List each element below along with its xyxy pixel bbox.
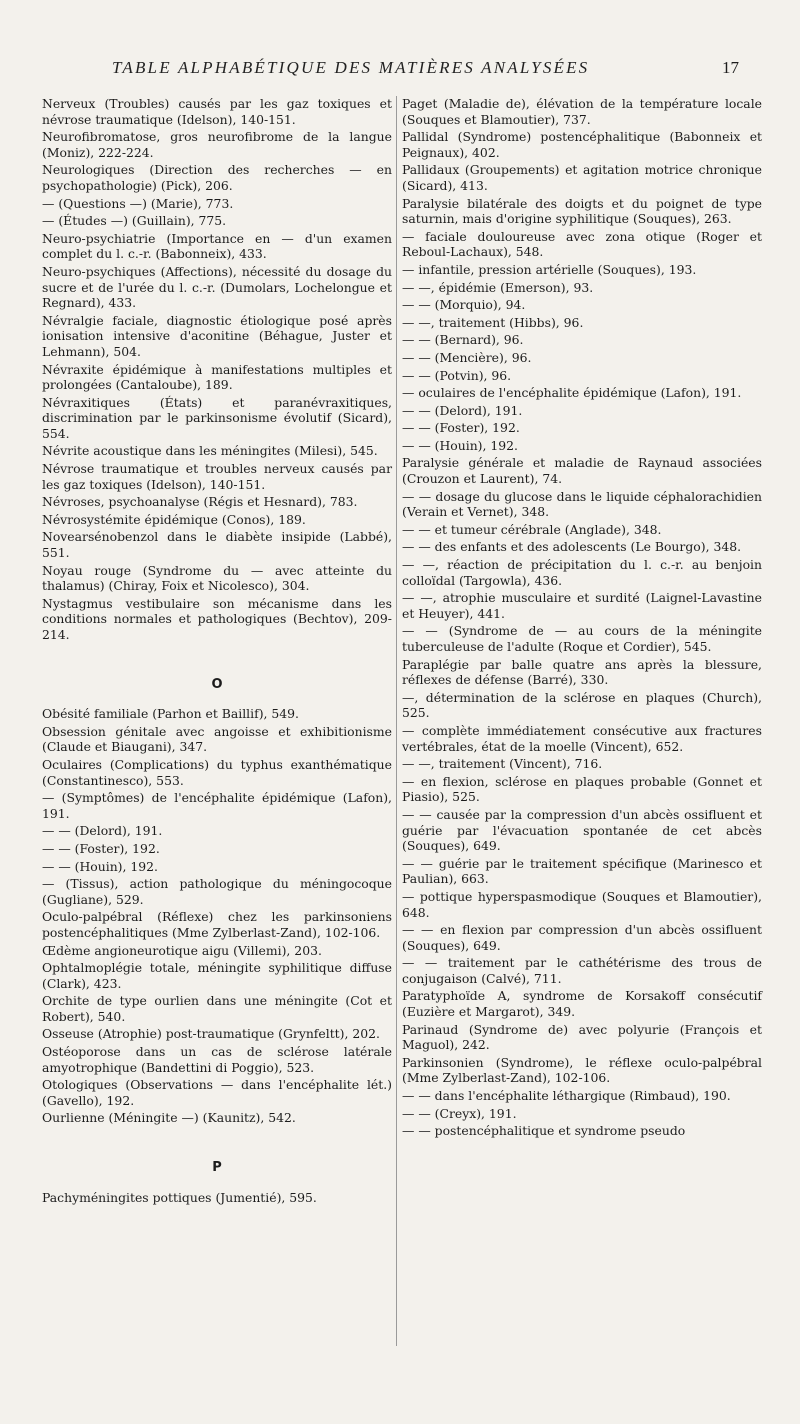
index-entry: — — et tumeur cérébrale (Anglade), 348. xyxy=(402,521,662,537)
index-entry: Névroses, psychoanalyse (Régis et Hesnard), 783. xyxy=(42,494,358,510)
index-entry: Névraxitiques (États) et paranévraxitiques, discrimination par le parkinsonisme évolutif (Sicard), 554. xyxy=(42,394,392,441)
index-entry: Nystagmus vestibulaire son mécanisme dans les conditions normales et pathologiques (Bechtov), 209-214. xyxy=(42,595,392,642)
index-entry: — — (Foster), 192. xyxy=(42,840,160,856)
index-entry: — (Études —) (Guillain), 775. xyxy=(42,213,227,229)
section-letter-o: O xyxy=(211,676,223,692)
index-entry: — — en flexion par compression d'un abcès ossifluent (Souques), 649. xyxy=(402,922,762,953)
index-entry: — faciale douloureuse avec zona otique (Roger et Reboul-Lachaux), 548. xyxy=(402,228,762,260)
index-entry: — complète immédiatement consécutive aux fractures vertébrales, état de la moelle (Vincent), 652. xyxy=(402,722,762,754)
index-entry: Noyau rouge (Syndrome du — avec atteinte du thalamus) (Chiray, Foix et Nicolesco), 304. xyxy=(42,562,392,594)
index-entry: Paratyphoïde A, syndrome de Korsakoff consécutif (Euzière et Margarot), 349. xyxy=(402,988,762,1020)
index-entry: Osseuse (Atrophie) post-traumatique (Grynfeltt), 202. xyxy=(42,1026,380,1042)
index-entry: — —, réaction de précipitation du l. c.-r. au benjoin colloïdal (Targowla), 436. xyxy=(402,557,762,588)
index-entry: Pallidaux (Groupements) et agitation motrice chronique (Sicard), 413. xyxy=(402,162,762,193)
index-entry: — — (Mencière), 96. xyxy=(402,349,532,365)
index-entry: Parkinsonien (Syndrome), le réflexe oculo-palpébral (Mme Zylberlast-Zand), 102-106. xyxy=(402,1054,762,1086)
index-entry: Orchite de type ourlien dans une méningite (Cot et Robert), 540. xyxy=(42,993,392,1024)
index-entry: Paget (Maladie de), élévation de la température locale (Souques et Blamoutier), 737. xyxy=(402,96,762,127)
index-entry: — en flexion, sclérose en plaques probable (Gonnet et Piasio), 525. xyxy=(402,773,762,805)
left-column xyxy=(42,96,392,1207)
index-entry: Névrose traumatique et troubles nerveux causés par les gaz toxiques (Idelson), 140-151. xyxy=(42,461,392,492)
index-entry: — infantile, pression artérielle (Souques), 193. xyxy=(402,261,697,277)
index-entry: — pottique hyperspasmodique (Souques et Blamoutier), 648. xyxy=(402,888,762,920)
index-entry: Névrite acoustique dans les méningites (Milesi), 545. xyxy=(42,443,378,459)
index-entry: — —, traitement (Hibbs), 96. xyxy=(402,314,584,330)
index-entry: — — (Delord), 191. xyxy=(402,402,523,418)
index-entry: Otologiques (Observations — dans l'encéphalite lét.) (Gavello), 192. xyxy=(42,1077,392,1108)
index-entry: — oculaires de l'encéphalite épidémique (Lafon), 191. xyxy=(402,385,742,401)
index-entry: — — (Creyx), 191. xyxy=(402,1105,517,1121)
index-entry: — — (Delord), 191. xyxy=(42,823,163,839)
index-entry: Oculaires (Complications) du typhus exanthématique (Constantinesco), 553. xyxy=(42,756,392,788)
index-entry: — — (Bernard), 96. xyxy=(402,332,524,348)
index-entry: — — guérie par le traitement spécifique (Marinesco et Paulian), 663. xyxy=(402,855,762,887)
index-entry: Neuro-psychiatrie (Importance en — d'un examen complet du l. c.-r. (Babonneix), 433. xyxy=(42,230,392,262)
index-entry: — (Tissus), action pathologique du méningocoque (Gugliane), 529. xyxy=(42,876,392,907)
index-entry: Parinaud (Syndrome de) avec polyurie (François et Maguol), 242. xyxy=(402,1021,762,1053)
index-entry: — — dosage du glucose dans le liquide céphalorachidien (Verain et Vernet), 348. xyxy=(402,488,762,520)
index-entry: —, détermination de la sclérose en plaques (Church), 525. xyxy=(402,689,762,721)
index-entry: — —, traitement (Vincent), 716. xyxy=(402,756,603,772)
index-entry: — — (Houin), 192. xyxy=(402,437,518,453)
index-entry: — — (Houin), 192. xyxy=(42,858,158,874)
index-entry: Ophtalmoplégie totale, méningite syphilitique diffuse (Clark), 423. xyxy=(42,960,392,991)
index-entry: Nerveux (Troubles) causés par les gaz toxiques et névrose traumatique (Idelson), 140-151. xyxy=(42,96,392,127)
page-number: 17 xyxy=(722,58,739,77)
index-entry: Paralysie générale et maladie de Raynaud associées (Crouzon et Laurent), 74. xyxy=(402,455,762,487)
index-entry: Œdème angioneurotique aigu (Villemi), 203. xyxy=(42,942,322,958)
index-entry: — — postencéphalitique et syndrome pseudo xyxy=(402,1123,686,1139)
index-entry: Névrosystémite épidémique (Conos), 189. xyxy=(42,511,306,527)
index-entry: — — (Foster), 192. xyxy=(402,420,520,436)
index-entry: — — des enfants et des adolescents (Le Bourgo), 348. xyxy=(402,539,742,555)
index-entry: Paralysie bilatérale des doigts et du poignet de type saturnin, mais d'origine syphilitique (Souques), 263. xyxy=(402,195,762,227)
index-entry: Pallidal (Syndrome) postencéphalitique (Babonneix et Peignaux), 402. xyxy=(402,129,762,160)
index-entry: — — causée par la compression d'un abcès ossifluent et guérie par l'évacuation spontanée de cet abcès (Souques), 649. xyxy=(402,806,762,854)
index-entry: Pachyméningites pottiques (Jumentié), 595. xyxy=(42,1189,317,1205)
index-entry: Oculo-palpébral (Réflexe) chez les parkinsoniens postencéphalitiques (Mme Zylberlast-Zand), 102-106. xyxy=(42,909,392,940)
index-entry: — (Questions —) (Marie), 773. xyxy=(42,195,234,211)
index-entry: Neuro-psychiques (Affections), nécessité du dosage du sucre et de l'urée du l. c.-r. (Dumolars, Lochelongue et Regnard), 433. xyxy=(42,263,392,311)
index-entry: — —, atrophie musculaire et surdité (Laignel-Lavastine et Heuyer), 441. xyxy=(402,590,762,621)
index-entry: Névraxite épidémique à manifestations multiples et prolongées (Cantaloube), 189. xyxy=(42,361,392,393)
index-entry: Obésité familiale (Parhon et Baillif), 549. xyxy=(42,706,299,722)
index-entry: Ourlienne (Méningite —) (Kaunitz), 542. xyxy=(42,1110,296,1126)
index-entry: — — dans l'encéphalite léthargique (Rimbaud), 190. xyxy=(402,1088,731,1104)
page-title: TABLE ALPHABÉTIQUE DES MATIÈRES ANALYSÉES xyxy=(112,58,590,77)
index-entry: Névralgie faciale, diagnostic étiologique posé après ionisation intensive d'aconitine (Béhague, Juster et Lehmann), 504. xyxy=(42,312,392,359)
index-entry: — —, épidémie (Emerson), 93. xyxy=(402,279,594,295)
index-entry: Ostéoporose dans un cas de sclérose latérale amyotrophique (Bandettini di Poggio), 523. xyxy=(42,1044,392,1075)
right-column xyxy=(402,96,762,1141)
index-entry: — — (Syndrome de — au cours de la méningite tuberculeuse de l'adulte (Roque et Cordier), 545. xyxy=(402,623,762,654)
section-letter-p: P xyxy=(212,1160,222,1176)
index-entry: Paraplégie par balle quatre ans après la blessure, réflexes de défense (Barré), 330. xyxy=(402,656,762,688)
column-divider xyxy=(396,96,397,1346)
index-entry: — (Symptômes) de l'encéphalite épidémique (Lafon), 191. xyxy=(42,790,392,821)
running-header xyxy=(0,58,800,82)
index-entry: Novearsénobenzol dans le diabète insipide (Labbé), 551. xyxy=(42,529,392,561)
index-entry: — — traitement par le cathétérisme des trous de conjugaison (Calvé), 711. xyxy=(402,955,762,986)
index-entry: Obsession génitale avec angoisse et exhibitionisme (Claude et Biaugani), 347. xyxy=(42,723,392,755)
index-entry: — — (Morquio), 94. xyxy=(402,297,526,313)
index-entry: — — (Potvin), 96. xyxy=(402,367,512,383)
index-entry: Neurologiques (Direction des recherches — en psychopathologie) (Pick), 206. xyxy=(42,162,392,193)
index-entry: Neurofibromatose, gros neurofibrome de la langue (Moniz), 222-224. xyxy=(42,129,392,160)
